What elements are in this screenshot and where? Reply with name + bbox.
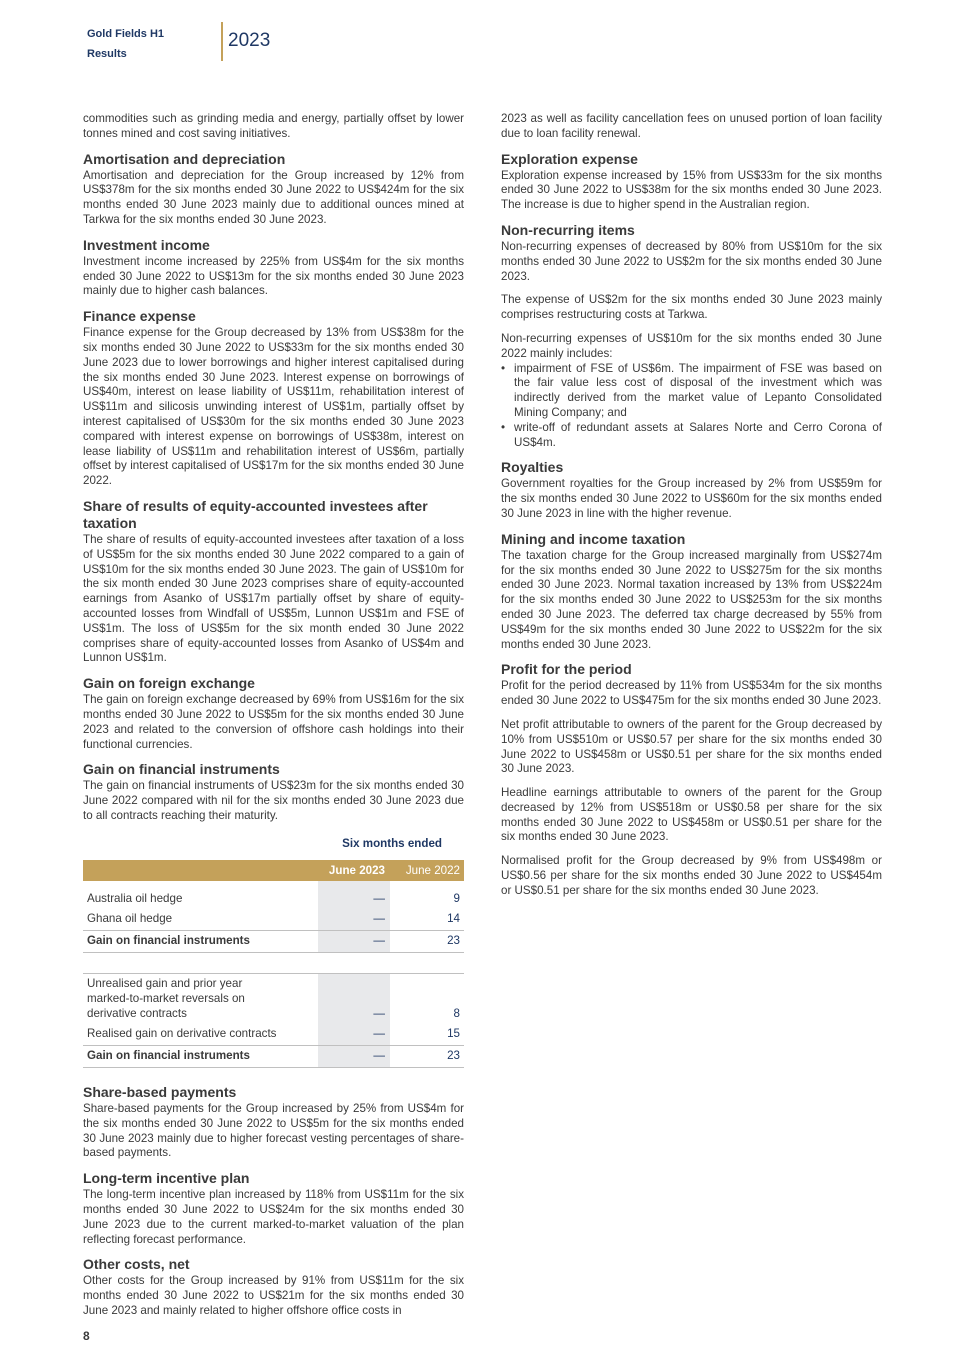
section-text-amortisation: Amortisation and depreciation for the Group increased by 12% from US$378m for the six months ended 30 June 2022 to US$424m for the six months ended 30 June 2023 mainly due to additional ounces mined at Tarkwa for the six months ended 30 June 2023. — [83, 168, 464, 226]
row-label: Realised gain on derivative contracts — [87, 1027, 277, 1041]
table-row — [83, 1024, 464, 1045]
row-value-2022: 15 — [447, 1027, 460, 1041]
table-total-row — [83, 1045, 464, 1068]
report-year: 2023 — [228, 30, 271, 51]
financial-instruments-table — [83, 836, 464, 1068]
row-label: Australia oil hedge — [87, 891, 183, 905]
section-heading-profit: Profit for the period — [501, 661, 632, 678]
section-text-financial-instruments: The gain on financial instruments of US$23m for the six months ended 30 June 2022 compared with nil for the six months ended 30 June 2023 due to all contracts reaching their maturity. — [83, 779, 464, 822]
section-text-profit-3: Headline earnings attributable to owners of the parent for the Group decreased by 12% from US$518m or US$0.58 per share for the six months ended 30 June 2022 to US$458m or US$0.51 per share for the six months ended 30 June 2023. — [501, 786, 882, 844]
total-value-2023: — — [318, 1046, 390, 1067]
report-header — [87, 24, 164, 64]
table-header-row — [83, 860, 464, 881]
section-heading-foreign-exchange: Gain on foreign exchange — [83, 675, 255, 692]
report-subtitle: Results — [87, 48, 127, 60]
row-label: Ghana oil hedge — [87, 912, 173, 926]
page-number: 8 — [83, 1329, 90, 1343]
section-heading-other-costs: Other costs, net — [83, 1256, 190, 1273]
right-column — [501, 112, 882, 908]
list-item: • write-off of redundant assets at Salares Norte and Cerro Corona of US$4m. — [501, 421, 882, 451]
section-text-taxation: The taxation charge for the Group increased marginally from US$274m for the six months ended 30 June 2022 to US$275m for the six months ended 30 June 2023. Normal taxation increased by 13% from US$224m for the six months ended 30 June 2022 to US$253m for the six months ended 30 June 2023. The deferred tax charge decreased by 55% from US$49m for the six months ended 30 June 2022 to US$22m for the six months ended 30 June 2023. — [501, 548, 882, 651]
total-value-2023: — — [318, 931, 390, 952]
table-row — [83, 909, 464, 930]
total-label: Gain on financial instruments — [87, 1049, 250, 1063]
total-value-2022: 23 — [447, 934, 460, 948]
non-recurring-list — [501, 362, 882, 451]
row-value-2022: 9 — [453, 891, 460, 905]
section-text-share-based-payments: Share-based payments for the Group increased by 25% from US$4m for the six months ended 30 June 2022 to US$5m for the six months ended 30 June 2023 mainly due to higher forecast vesting percentages of share-based payments. — [83, 1102, 464, 1160]
section-text-non-recurring-1: Non-recurring expenses of decreased by 80% from US$10m for the six months ended 30 June 2022 to US$2m for the six months ended 30 June 2023. — [501, 239, 882, 283]
section-heading-non-recurring: Non-recurring items — [501, 221, 635, 238]
total-label: Gain on financial instruments — [87, 934, 250, 948]
row-value-2023: — — [318, 889, 390, 910]
table-header-june-2022: June 2022 — [405, 863, 460, 877]
section-heading-exploration: Exploration expense — [501, 150, 638, 167]
table-body — [83, 881, 464, 1068]
section-text-non-recurring-3: Non-recurring expenses of US$10m for the six months ended 30 June 2022 mainly includes: — [501, 331, 882, 360]
section-heading-share-of-results: Share of results of equity-accounted investees after taxation — [83, 497, 428, 531]
section-heading-taxation: Mining and income taxation — [501, 530, 686, 547]
section-text-profit-4: Normalised profit for the Group decreased by 9% from US$498m or US$0.56 per share for the six months ended 30 June 2022 to US$454m or US$0.51 per share for the six months ended 30 June 2023. — [501, 854, 882, 897]
section-heading-share-based-payments: Share-based payments — [83, 1084, 237, 1101]
company-name: Gold Fields H1 — [87, 28, 165, 40]
section-heading-financial-instruments: Gain on financial instruments — [83, 761, 280, 778]
row-label: Unrealised gain and prior year marked-to-market reversals on derivative contracts — [87, 977, 245, 1020]
table-row — [83, 973, 464, 1024]
section-text-exploration: Exploration expense increased by 15% from US$33m for the six months ended 30 June 2022 to US$38m for the six months ended 30 June 2023. The increase is due to higher spend in the Australian region. — [501, 168, 882, 212]
section-text-other-costs: Other costs for the Group increased by 91% from US$11m for the six months ended 30 June 2022 to US$21m for the six months ended 30 June 2023 and mainly related to higher offshore office costs in — [83, 1274, 464, 1318]
list-item: • impairment of FSE of US$6m. The impairment of FSE was based on the fair value less cost of disposal of the investment which was indirectly derived from the market value of Lepanto Consolidated Mining Company; and — [501, 362, 882, 421]
row-value-2023: — — [318, 909, 390, 930]
table-total-row — [83, 930, 464, 953]
section-text-profit-1: Profit for the period decreased by 11% from US$534m for the six months ended 30 June 2022 to US$475m for the six months ended 30 June 2023. — [501, 679, 882, 708]
table-header-label — [83, 860, 318, 881]
total-value-2022: 23 — [447, 1049, 460, 1063]
row-value-2022: 8 — [453, 1006, 460, 1020]
section-text-non-recurring-2: The expense of US$2m for the six months ended 30 June 2023 mainly comprises restructuring costs at Tarkwa. — [501, 293, 882, 322]
table-header-june-2023: June 2023 — [328, 863, 385, 877]
row-value-2023: — — [318, 1024, 390, 1045]
section-text-foreign-exchange: The gain on foreign exchange decreased by 69% from US$16m for the six months ended 30 June 2022 to US$5m for the six months ended 30 June 2023 and related to the conversion of offshore cash holdings into their functional currencies. — [83, 693, 464, 751]
section-heading-amortisation: Amortisation and depreciation — [83, 150, 286, 167]
continued-paragraph: 2023 as well as facility cancellation fees on unused portion of loan facility due to loan facility renewal. — [501, 112, 882, 140]
table-period-title: Six months ended — [342, 836, 442, 850]
left-column — [83, 112, 464, 1328]
section-heading-finance-expense: Finance expense — [83, 308, 196, 325]
section-heading-royalties: Royalties — [501, 459, 564, 476]
section-text-finance-expense: Finance expense for the Group decreased by 13% from US$38m for the six months ended 30 June 2022 to US$33m for the six months ended 30 June 2023 due to lower borrowings and higher interest capitalised during the six months ended 30 June 2023. Interest expense on borrowings of US$40m, interest on lease liability of US$11m, rehabilitation interest of US$11m and silicosis unwinding interest of US$1m, partially offset by interest capitalised of US$30m for the six months ended 30 June 2023 compared with interest expense on borrowings of US$38m, interest on lease liability of US$11m and rehabilitation interest of US$6m, partially offset by interest capitalised of US$17m for the six months ended 30 June 2022. — [83, 326, 464, 488]
header-divider — [221, 22, 223, 61]
section-text-royalties: Government royalties for the Group increased by 2% from US$59m for the six months ended 30 June 2022 to US$60m for the six months ended 30 June 2023 in line with the higher revenue. — [501, 477, 882, 520]
section-text-profit-2: Net profit attributable to owners of the parent for the Group decreased by 10% from US$510m or US$0.57 per share for the six months ended 30 June 2022 to US$458m or US$0.51 per share for the six months ended 30 June 2023. — [501, 717, 882, 776]
section-text-investment-income: Investment income increased by 225% from US$4m for the six months ended 30 June 2022 to US$13m for the six months ended 30 June 2023 mainly due to higher cash balances. — [83, 254, 464, 298]
section-text-lti: The long-term incentive plan increased by 118% from US$11m for the six months ended 30 June 2022 to US$24m for the six months ended 30 June 2023 due to the current marked-to-market valuation of the plan reflecting forecast performance. — [83, 1188, 464, 1246]
row-value-2023: — — [318, 974, 390, 1024]
row-value-2022: 14 — [447, 912, 460, 926]
continued-paragraph: commodities such as grinding media and energy, partially offset by lower tonnes mined and cost saving initiatives. — [83, 112, 464, 140]
section-text-share-of-results: The share of results of equity-accounted investees after taxation of a loss of US$5m for the six months ended 30 June 2022 compared to a gain of US$10m for the six months ended 30 June 2023. The gain of US$10m for the six month ended 30 June 2023 comprises share of equity-accounted earnings from Asanko of US$17m partially offset by share of equity-accounted losses from Windfall of US$5m, Lunnon US$1m and FSE of US$1m. The loss of US$5m for the six month ended 30 June 2022 comprises share of equity-accounted losses from Asanko of US$4m and Lunnon US$1m. — [83, 532, 464, 665]
section-heading-investment-income: Investment income — [83, 236, 210, 253]
table-row — [83, 889, 464, 910]
section-heading-lti: Long-term incentive plan — [83, 1170, 250, 1187]
